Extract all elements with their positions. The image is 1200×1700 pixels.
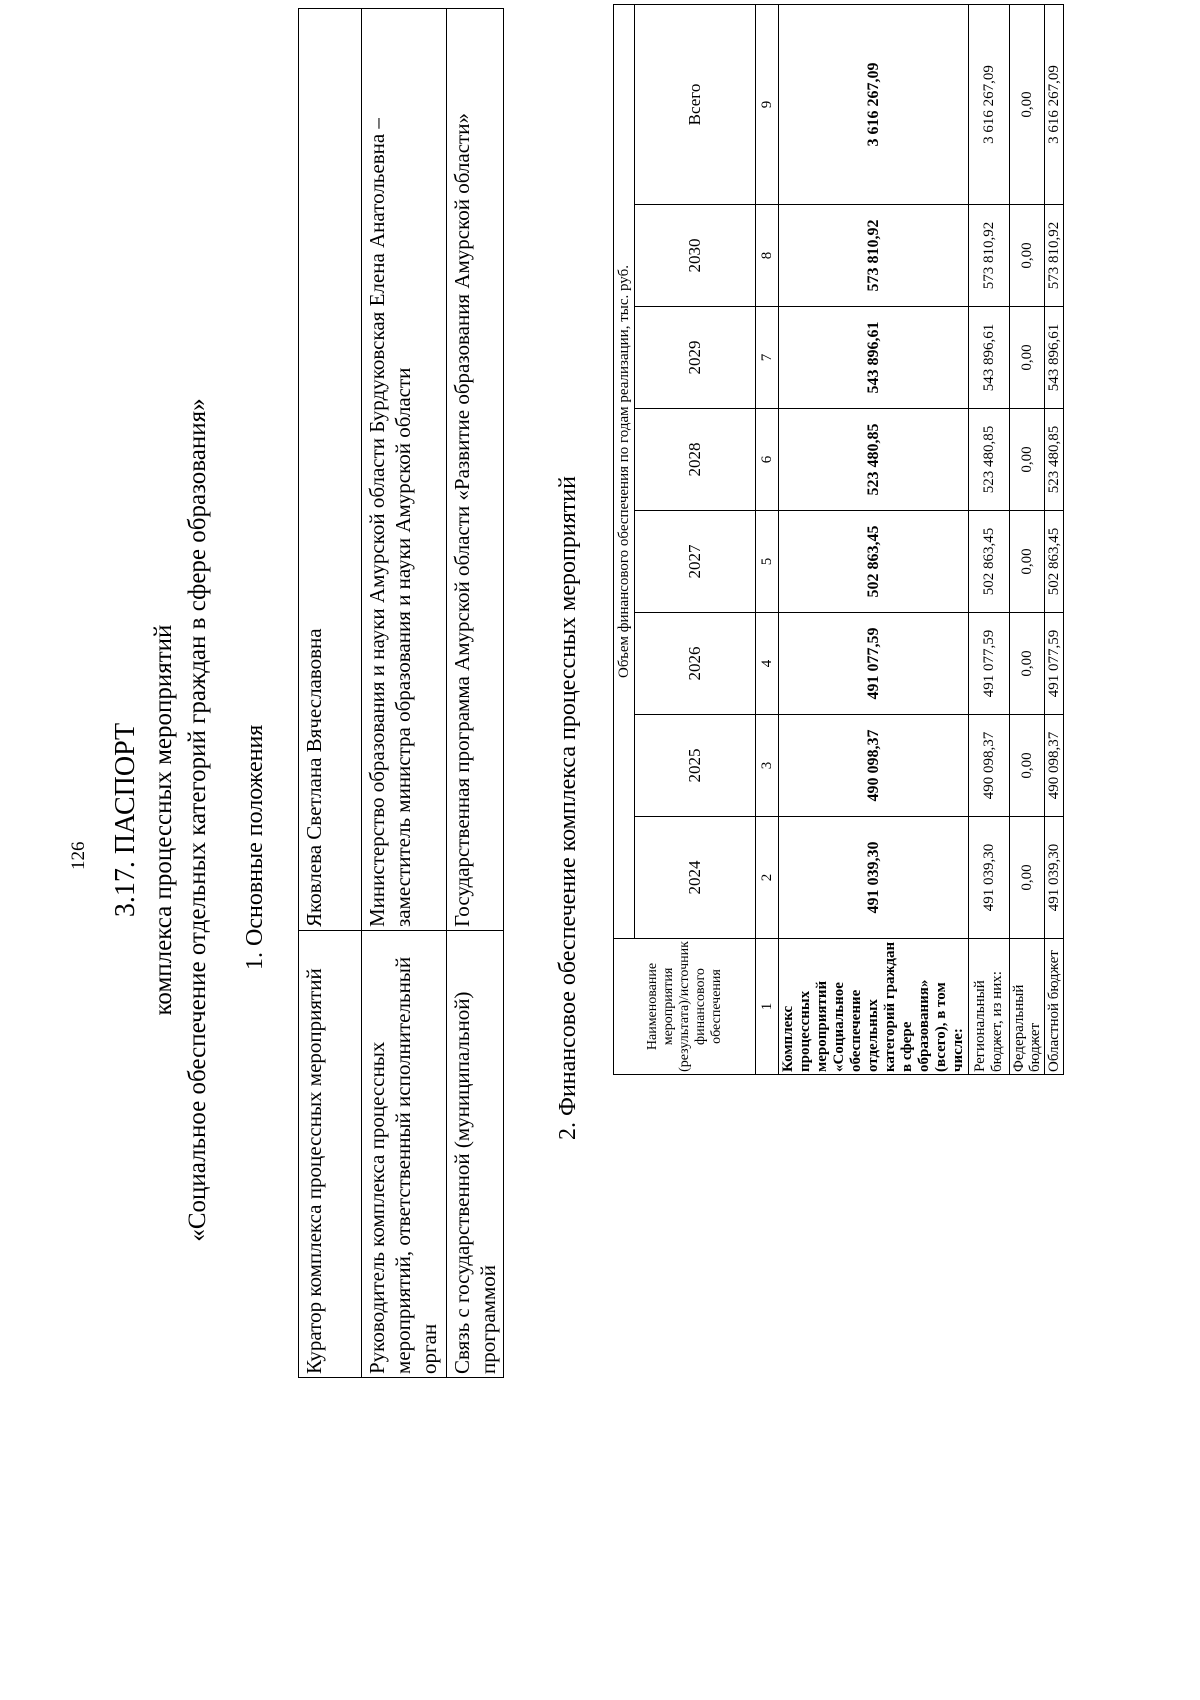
table-cell: 0,00: [1010, 409, 1045, 511]
table-cell: 0,00: [1010, 205, 1045, 307]
table-row: [447, 9, 504, 1378]
total-header: Всего: [635, 4, 756, 204]
year-header: 2030: [635, 205, 756, 307]
table-cell: 0,00: [1010, 307, 1045, 409]
table-cell: 502 863,45: [1045, 511, 1064, 613]
row-name: Комплекс процессных мероприятий «Социальное обеспечение отдельных категорий граждан в сфере образования» (всего), в том числе:: [779, 939, 969, 1075]
year-header: 2024: [635, 817, 756, 939]
row-name: Федеральный бюджет: [1010, 939, 1045, 1075]
table-cell: 491 039,30: [969, 817, 1010, 939]
table-cell: 543 896,61: [779, 307, 969, 409]
table-row: [1010, 4, 1045, 1074]
table-cell: 491 077,59: [779, 613, 969, 715]
financing-table: [613, 4, 1064, 1075]
curator-value: Яковлева Светлана Вячеславовна: [299, 9, 362, 931]
table-cell: 490 098,37: [1045, 715, 1064, 817]
row-name: Областной бюджет: [1045, 939, 1064, 1075]
section2-heading: 2. Финансовое обеспечение комплекса процессных мероприятий: [555, 476, 581, 1140]
table-row: [969, 4, 1010, 1074]
table-cell: 573 810,92: [969, 205, 1010, 307]
page-number: 126: [68, 841, 89, 870]
head-value: Министерство образования и науки Амурской области Бурдуковская Елена Анатольевна –заместитель министра образования и науки Амурской области: [362, 9, 447, 931]
row-name: Региональный бюджет, из них:: [969, 939, 1010, 1075]
table-cell: 543 896,61: [1045, 307, 1064, 409]
column-numbers-row: [756, 4, 779, 1074]
table-cell: 523 480,85: [779, 409, 969, 511]
table-header-row: [635, 4, 756, 1074]
table-cell: 3 616 267,09: [779, 4, 969, 204]
year-header: 2028: [635, 409, 756, 511]
year-header: 2026: [635, 613, 756, 715]
program-link-label: Связь с государственной (муниципальной) программой: [447, 931, 504, 1378]
table-cell: 0,00: [1010, 4, 1045, 204]
table-cell: 3 616 267,09: [1045, 4, 1064, 204]
passport-subtitle: комплекса процессных мероприятий: [150, 624, 177, 1016]
year-header: 2029: [635, 307, 756, 409]
head-label: Руководитель комплекса процессных мероприятий, ответственный исполнительный орган: [362, 931, 447, 1378]
table-cell: 0,00: [1010, 613, 1045, 715]
table-cell: 3 616 267,09: [969, 4, 1010, 204]
column-number: 4: [756, 613, 779, 715]
table-cell: 573 810,92: [779, 205, 969, 307]
table-cell: 490 098,37: [969, 715, 1010, 817]
table-cell: 523 480,85: [1045, 409, 1064, 511]
section1-heading: 1. Основные положения: [242, 724, 268, 970]
table-cell: 491 077,59: [969, 613, 1010, 715]
column-number: 7: [756, 307, 779, 409]
table-cell: 0,00: [1010, 715, 1045, 817]
table-row: [1045, 4, 1064, 1074]
basic-provisions-table: [298, 8, 504, 1378]
column-number: 3: [756, 715, 779, 817]
year-header: 2025: [635, 715, 756, 817]
column-number: 8: [756, 205, 779, 307]
table-row: [362, 9, 447, 1378]
table-row: [779, 4, 969, 1074]
table-cell: 491 077,59: [1045, 613, 1064, 715]
year-header: 2027: [635, 511, 756, 613]
table-cell: 491 039,30: [1045, 817, 1064, 939]
column-number: 5: [756, 511, 779, 613]
table-cell: 490 098,37: [779, 715, 969, 817]
table-cell: 543 896,61: [969, 307, 1010, 409]
table-cell: 523 480,85: [969, 409, 1010, 511]
column-number: 2: [756, 817, 779, 939]
passport-title: 3.17. ПАСПОРТ: [110, 722, 141, 918]
table-row: [299, 9, 362, 1378]
table-cell: 502 863,45: [779, 511, 969, 613]
name-column-header: Наименование мероприятия (результата)/источник финансового обеспечения: [614, 939, 756, 1075]
column-number: 9: [756, 4, 779, 204]
program-link-value: Государственная программа Амурской области «Развитие образования Амурской области»: [447, 9, 504, 931]
table-cell: 502 863,45: [969, 511, 1010, 613]
table-cell: 0,00: [1010, 511, 1045, 613]
table-cell: 491 039,30: [779, 817, 969, 939]
passport-name: «Социальное обеспечение отдельных категорий граждан в сфере образования»: [184, 398, 211, 1242]
table-header-row: [614, 4, 635, 1074]
table-cell: 573 810,92: [1045, 205, 1064, 307]
column-number: 1: [756, 939, 779, 1075]
column-number: 6: [756, 409, 779, 511]
table-cell: 0,00: [1010, 817, 1045, 939]
curator-label: Куратор комплекса процессных мероприятий: [299, 931, 362, 1378]
volume-header: Объем финансового обеспечения по годам реализации, тыс. руб.: [614, 4, 635, 938]
